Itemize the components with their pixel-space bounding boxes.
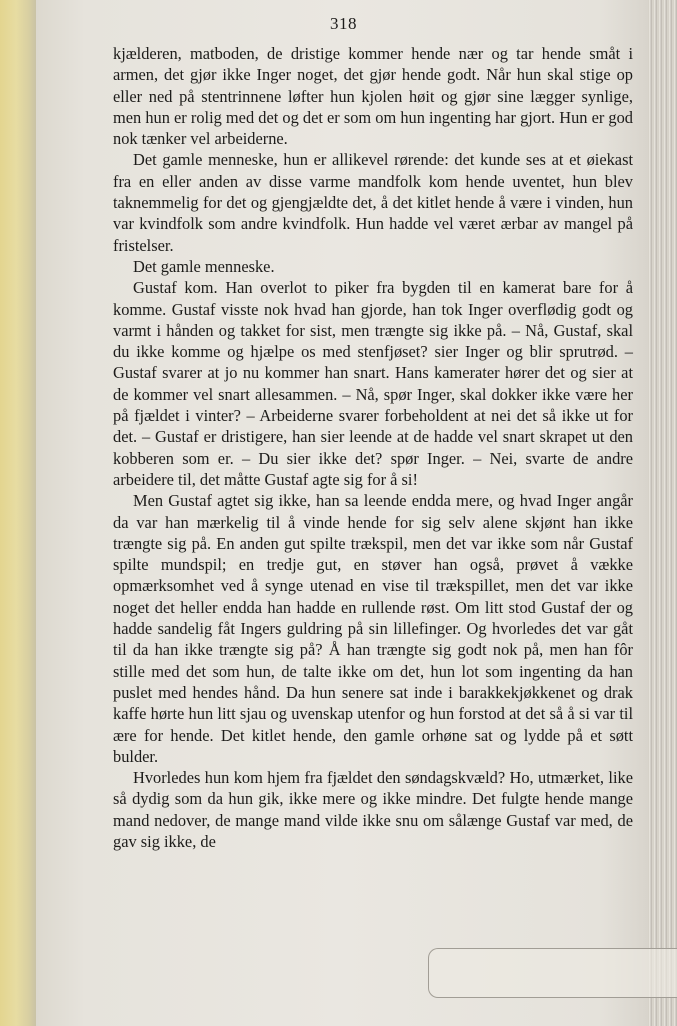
paragraph: Det gamle menneske, hun er allikevel rørende: det kunde ses at et øiekast fra en eller anden av disse varme mandfolk kom hende uventet, hun blev taknemmelig for det og gjengjældte det, å det kitlet hende å være i vinden, hun var kvindfolk som andre kvindfolk. Hun hadde vel været ærbar av mangel på fristelser. — [113, 150, 633, 255]
bookmark-slip — [428, 948, 677, 998]
paragraph: Det gamle menneske. — [133, 256, 275, 276]
book-cover-edge — [0, 0, 36, 1026]
page-stack-edge — [648, 0, 677, 1026]
page-number: 318 — [330, 14, 357, 33]
paragraph: Hvorledes hun kom hjem fra fjældet den søndagskvæld? Ho, utmærket, like så dydig som da hun gik, ikke mere og ikke mindre. Det fulgte hende mange mand nedover, de mange mand vilde ikke snu om sålænge Gustaf var med, de gav sig ikke, de — [113, 768, 633, 851]
paragraph: Gustaf kom. Han overlot to piker fra bygden til en kamerat bare for å komme. Gustaf visste nok hvad han gjorde, han tok Inger overflødig godt og varmt i hånden og takket for sist, men trængte sig ikke på. – Nå, Gustaf, skal du ikke komme og hjælpe os med stenfjøset? sier Inger og blir sprutrød. – Gustaf svarer at jo nu kommer han snart. Hans kamerater hører det og sier at de kommer vel snart allesammen. – Nå, spør Inger, skal dokker ikke være her på fjældet i vinter? – Arbeiderne svarer forbeholdent at nei det så ikke ut for det. – Gustaf er dristigere, han sier leende at de hadde vel snart skrapet ut den kobberen som er. – Du sier ikke det? spør Inger. – Nei, svarte de andre arbeidere til, det måtte Gustaf agte sig for å si! — [113, 278, 633, 489]
paragraph: Men Gustaf agtet sig ikke, han sa leende endda mere, og hvad Inger angår da var han mærkelig til å vinde hende for sig selv alene skjønt han ikke trængte sig på. En anden gut spilte trækspil, men det var ikke som når Gustaf spilte mundspil; en tredje gut, en støver han også, prøvet å vække opmærksomhet ved å synge utenad en vise til trækspillet, men det var ikke noget det heller endda han hadde en rullende røst. Om litt stod Gustaf der og hadde sandelig fåt Ingers guldring på sin lillefinger. Og hvorledes det var gåt til da han ikke trængte sig på? Å han trængte sig godt nok på, men han fôr stille med det som hun, de talte ikke om det, hun lot som ingenting da han puslet med hendes hånd. Da hun senere sat inde i barakkekjøkkenet og drak kaffe hørte hun litt sjau og uvenskap utenfor og hun forstod at det så å si var til ære for hende. Det kitlet hende, den gamle orhøne sat og lydde på et søtt bulder. — [113, 491, 633, 766]
paragraph: kjælderen, matboden, de dristige kommer hende nær og tar hende småt i armen, det gjør ikke Inger noget, det gjør hende godt. Når hun skal stige op eller ned på stentrinnene løfter hun kjolen høit og gjør sine lægger synlige, men hun er rolig med det og det er som om hun ingenting har gjort. Hun er god nok tænker vel arbeiderne. — [113, 44, 633, 149]
body-text — [113, 43, 633, 852]
